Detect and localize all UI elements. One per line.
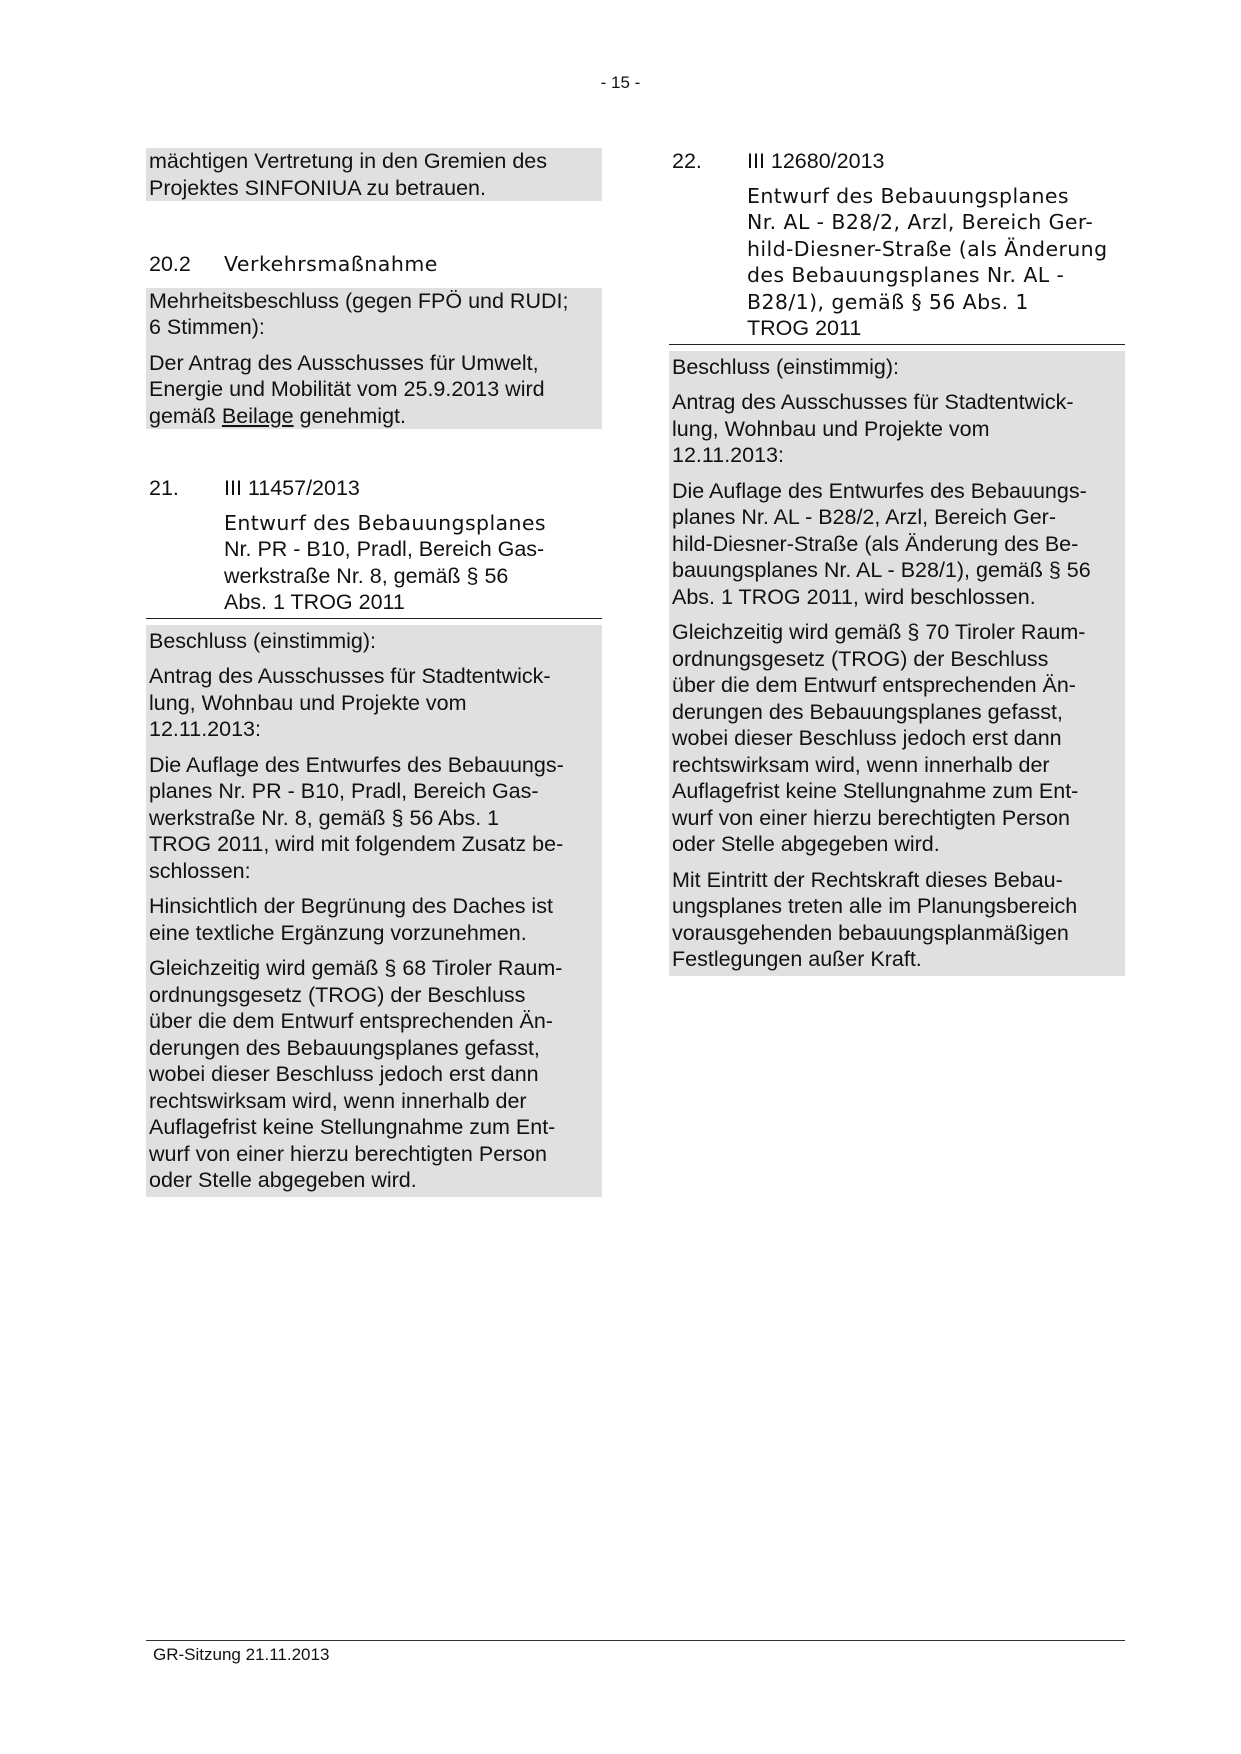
item-21-box [146,625,602,1197]
right-column [669,148,1125,976]
item-21-heading [146,475,602,502]
paragraph: Antrag des Ausschusses für Stadtentwick- lung, Wohnbau und Projekte vom 12.11.2013: [672,390,1074,467]
item-22-heading [669,148,1125,175]
item-reference: III 12680/2013 [747,149,885,173]
paragraph: Gleichzeitig wird gemäß § 68 Tiroler Raum- ordnungsgesetz (TROG) der Beschluss über die dem Entwurf entsprechenden Än- derungen des Bebauungsplanes gefasst, wobei dieser Beschluss jedoch erst dann rechtswirksam wird, wenn innerhalb der Auflagefrist keine Stellungnahme zum Ent- wurf von einer hierzu berechtigten Person oder Stelle abgegeben wird. [149,956,563,1192]
item-22-box [669,351,1125,976]
item-number: 22. [672,149,702,173]
item-22-title: Entwurf des Bebauungsplanes Nr. AL - B28/2, Arzl, Bereich Ger- hild-Diesner-Straße (als Änderung des Bebauungsplanes Nr. AL - B28/1), gemäß § 56 Abs. 1 TROG 2011 [669,175,1125,345]
beilage-link[interactable]: Beilage [221,403,294,428]
item-number: 21. [149,476,179,500]
section-number: 20.2 [149,252,191,276]
paragraph: Die Auflage des Entwurfes des Bebauungs- planes Nr. AL - B28/2, Arzl, Bereich Ger- hild-Diesner-Straße (als Änderung des Be- bauungsplanes Nr. AL - B28/1), gemäß § 56 Abs. 1 TROG 2011, wird beschlossen. [672,478,1091,609]
paragraph: Hinsichtlich der Begrünung des Daches ist eine textliche Ergänzung vorzunehmen. [149,894,553,945]
paragraph: Antrag des Ausschusses für Stadtentwick- lung, Wohnbau und Projekte vom 12.11.2013: [149,664,551,741]
decision-label: Mehrheitsbeschluss (gegen FPÖ und RUDI; 6 Stimmen): [149,288,569,339]
carry-over-text: mächtigen Vertretung in den Gremien des Projektes SINFONIUA zu betrauen. [149,149,547,200]
page-number: - 15 - [600,73,641,92]
paragraph: Gleichzeitig wird gemäß § 70 Tiroler Raum- ordnungsgesetz (TROG) der Beschluss über die dem Entwurf entsprechenden Än- derungen des Bebauungsplanes gefasst, wobei dieser Beschluss jedoch erst dann rechtswirksam wird, wenn innerhalb der Auflagefrist keine Stellungnahme zum Ent- wurf von einer hierzu berechtigten Person oder Stelle abgegeben wird. [672,620,1086,856]
footer-divider [146,1640,1125,1641]
footer-text: GR-Sitzung 21.11.2013 [153,1645,330,1664]
carry-over-box [146,148,602,201]
paragraph: Mit Eintritt der Rechtskraft dieses Bebau- ungsplanes treten alle im Planungsbereich vorausgehenden bebauungsplanmäßigen Festlegungen außer Kraft. [672,867,1078,971]
left-column [146,148,602,1197]
decision-text: Der Antrag des Ausschusses für Umwelt, Energie und Mobilität vom 25.9.2013 wird gemäß Beilage genehmigt. [149,350,545,428]
decision-label: Beschluss (einstimmig): [672,354,899,379]
decision-label: Beschluss (einstimmig): [149,628,376,653]
item-reference: III 11457/2013 [224,476,360,500]
item-21-title: Entwurf des Bebauungsplanes Nr. PR - B10, Pradl, Bereich Gas- werkstraße Nr. 8, gemäß § 56 Abs. 1 TROG 2011 [146,502,602,619]
section-title: Verkehrsmaßnahme [224,252,438,276]
section-20-2-heading [146,251,602,278]
paragraph: Die Auflage des Entwurfes des Bebauungs- planes Nr. PR - B10, Pradl, Bereich Gas- werkstraße Nr. 8, gemäß § 56 Abs. 1 TROG 2011, wird mit folgendem Zusatz be- schlossen: [149,752,564,883]
section-20-2-box [146,288,602,430]
